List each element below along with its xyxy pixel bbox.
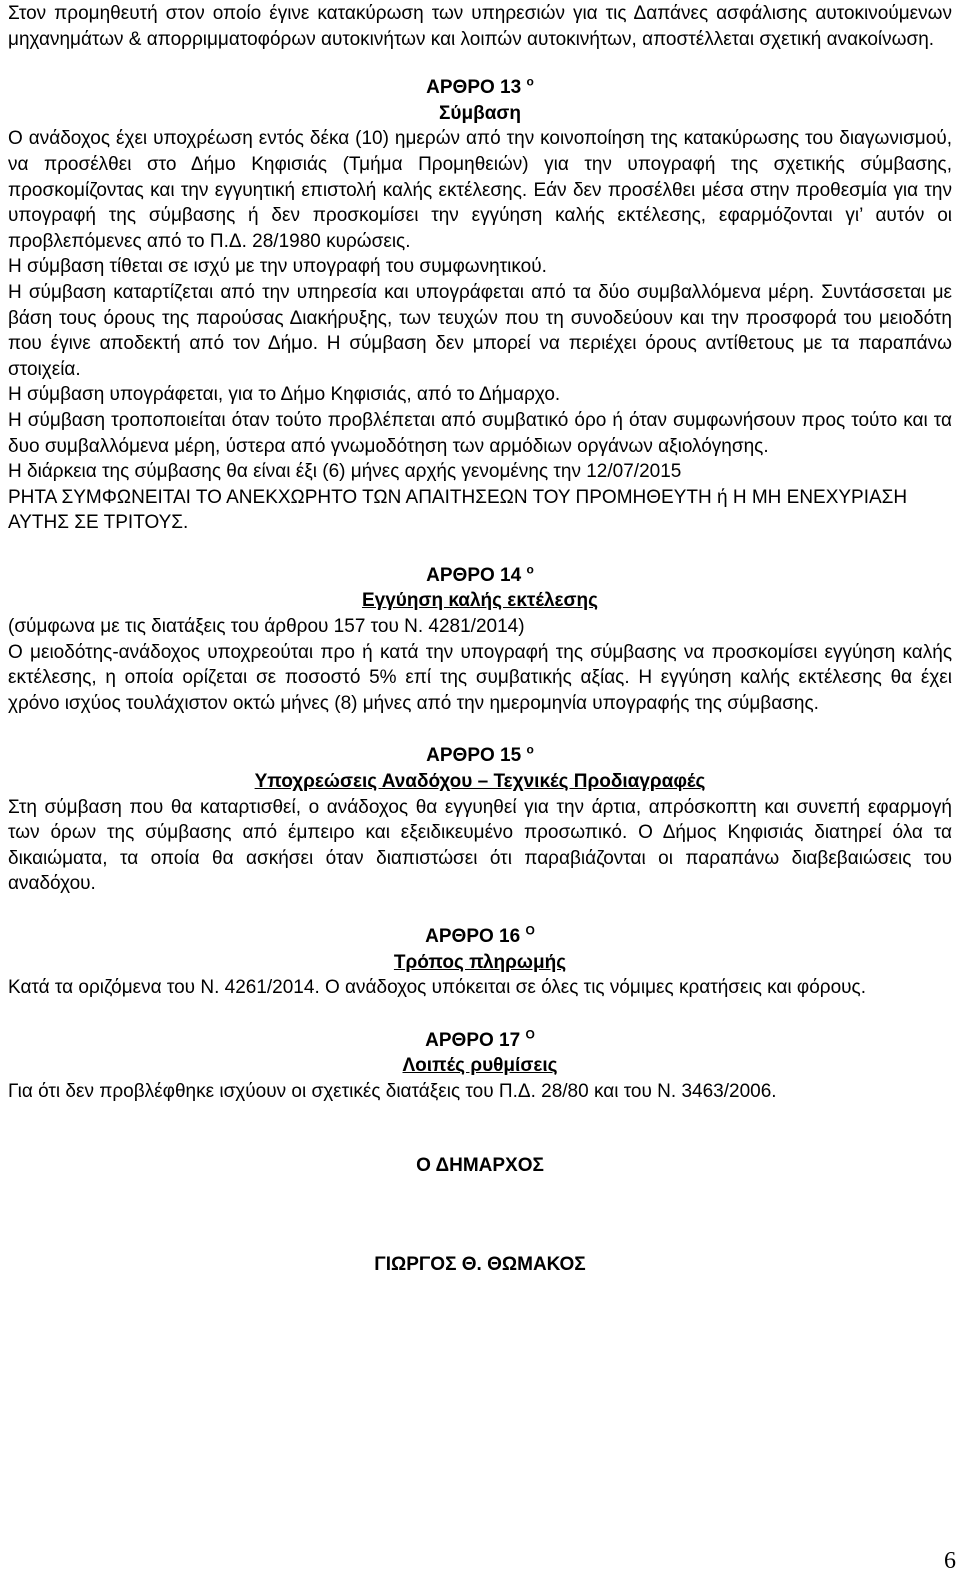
article-13-title: Σύμβαση [439,102,521,124]
article-13-paragraph-1: Ο ανάδοχος έχει υποχρέωση εντός δέκα (10) ημερών από την κοινοποίηση της κατακύρωσης του διαγωνισμού, να προσέλθει στο Δήμο Κηφισιάς (Τμήμα Προμηθειών) για την υπογραφή της σχετικής σύμβασης, προσκομίζοντας και την εγγυητική επιστολή καλής εκτέλεσης. Εάν δεν προσέλθει μέσα στην προθεσμία για την υπογραφή της σύμβασης ή δεν προσκομίσει την εγγύηση καλής εκτέλεσης, εφαρμόζονται γι’ αυτόν οι προβλεπόμενες από το Π.Δ. 28/1980 κυρώσεις. [8,128,952,252]
article-14-heading [8,563,952,589]
signature-role: Ο ΔΗΜΑΡΧΟΣ [416,1154,544,1176]
intro-paragraph: Στον προμηθευτή στον οποίο έγινε κατακύρωση των υπηρεσιών για τις Δαπάνες ασφάλισης αυτοκινούμενων μηχανημάτων & απορριμματοφόρων αυτοκινήτων και λοιπών αυτοκινήτων, αποστέλλεται σχετική ανακοίνωση. [8,3,952,50]
article-13-label: ΑΡΘΡΟ 13 [426,77,522,99]
article-13-paragraph-2: Η σύμβαση τίθεται σε ισχύ με την υπογραφή του συμφωνητικού. [8,256,547,278]
article-17-heading [8,1028,952,1054]
article-14-paragraph-1: (σύμφωνα με τις διατάξεις του άρθρου 157 του Ν. 4281/2014) [8,616,525,638]
page-number: 6 [944,1548,956,1574]
article-14-title: Εγγύηση καλής εκτέλεσης [361,590,599,612]
article-17-title: Λοιπές ρυθμίσεις [402,1055,558,1077]
article-16-paragraph-1: Κατά τα οριζόμενα του Ν. 4261/2014. Ο ανάδοχος υπόκειται σε όλες τις νόμιμες κρατήσεις και φόρους. [8,977,866,999]
article-15-heading [8,743,952,769]
article-13-paragraph-3: Η σύμβαση καταρτίζεται από την υπηρεσία και υπογράφεται από τα δύο συμβαλλόμενα μέρη. Συντάσσεται με βάση τους όρους της παρούσας Διακήρυξης, των τευχών που τη συνοδεύουν και την προσφορά του μειοδότη που έγινε αποδεκτή από τον Δήμο. Η σύμβαση δεν μπορεί να περιέχει όρους αντίθετους με τα παραπάνω στοιχεία. [8,281,952,380]
article-15-title: Υποχρεώσεις Αναδόχου – Τεχνικές Προδιαγραφές [254,771,706,793]
article-13-sup: ο [526,74,534,89]
article-13-paragraph-7: ΡΗΤΑ ΣΥΜΦΩΝΕΙΤΑΙ ΤΟ ΑΝΕΚΧΩΡΗΤΟ ΤΩΝ ΑΠΑΙΤΗΣΕΩΝ ΤΟΥ ΠΡΟΜΗΘΕΥΤΗ ή Η ΜΗ ΕΝΕΧΥΡΙΑΣΗ ΑΥΤΗΣ ΣΕ ΤΡΙΤΟΥΣ. [8,486,908,534]
article-14-sup: ο [526,562,534,577]
article-15-sup: ο [526,743,534,758]
article-17-label: ΑΡΘΡΟ 17 [425,1029,521,1051]
article-15-label: ΑΡΘΡΟ 15 [426,745,522,767]
article-13-heading [8,75,952,101]
article-15-paragraph-1: Στη σύμβαση που θα καταρτισθεί, ο ανάδοχος θα εγγυηθεί για την άρτια, απρόσκοπτη και συνεπή εφαρμογή των όρων της σύμβασης από έμπειρο και εξειδικευμένο προσωπικό. Ο Δήμος Κηφισιάς διατηρεί όλα τα δικαιώματα, τα οποία θα ασκήσει όταν διαπιστώσει ότι παραβιάζονται οι παραπάνω διαβεβαιώσεις του αναδόχου. [8,796,952,895]
article-16-sup: Ο [525,923,535,938]
signature-name: ΓΙΩΡΓΟΣ Θ. ΘΩΜΑΚΟΣ [374,1254,586,1276]
article-13-paragraph-5: Η σύμβαση τροποποιείται όταν τούτο προβλέπεται από συμβατικό όρο ή όταν συμφωνήσουν προς τούτο και τα δυο συμβαλλόμενα μέρη, ύστερα από γνωμοδότηση των αρμόδιων οργάνων αξιολόγησης. [8,409,952,457]
article-16-title: Τρόπος πληρωμής [393,951,567,973]
article-14-paragraph-2: Ο μειοδότης-ανάδοχος υποχρεούται προ ή κατά την υπογραφή της σύμβασης να προσκομίσει εγγύηση καλής εκτέλεσης, η οποία ορίζεται σε ποσοστό 5% επί της συμβατικής αξίας. Η εγγύηση καλής εκτέλεσης θα έχει χρόνο ισχύος τουλάχιστον οκτώ μήνες (8) μήνες από την ημερομηνία υπογραφής της σύμβασης. [8,641,952,714]
article-17-paragraph-1: Για ότι δεν προβλέφθηκε ισχύουν οι σχετικές διατάξεις του Π.Δ. 28/80 και του Ν. 3463/2006. [8,1080,777,1102]
article-16-label: ΑΡΘΡΟ 16 [425,926,521,947]
article-13-paragraph-4: Η σύμβαση υπογράφεται, για το Δήμο Κηφισιάς, από το Δήμαρχο. [8,384,561,406]
article-14-label: ΑΡΘΡΟ 14 [426,564,522,586]
article-17-sup: Ο [525,1027,535,1042]
article-13-paragraph-6: Η διάρκεια της σύμβασης θα είναι έξι (6) μήνες αρχής γενομένης την 12/07/2015 [8,461,682,483]
document-page [8,0,952,1278]
article-16-heading [8,924,952,950]
